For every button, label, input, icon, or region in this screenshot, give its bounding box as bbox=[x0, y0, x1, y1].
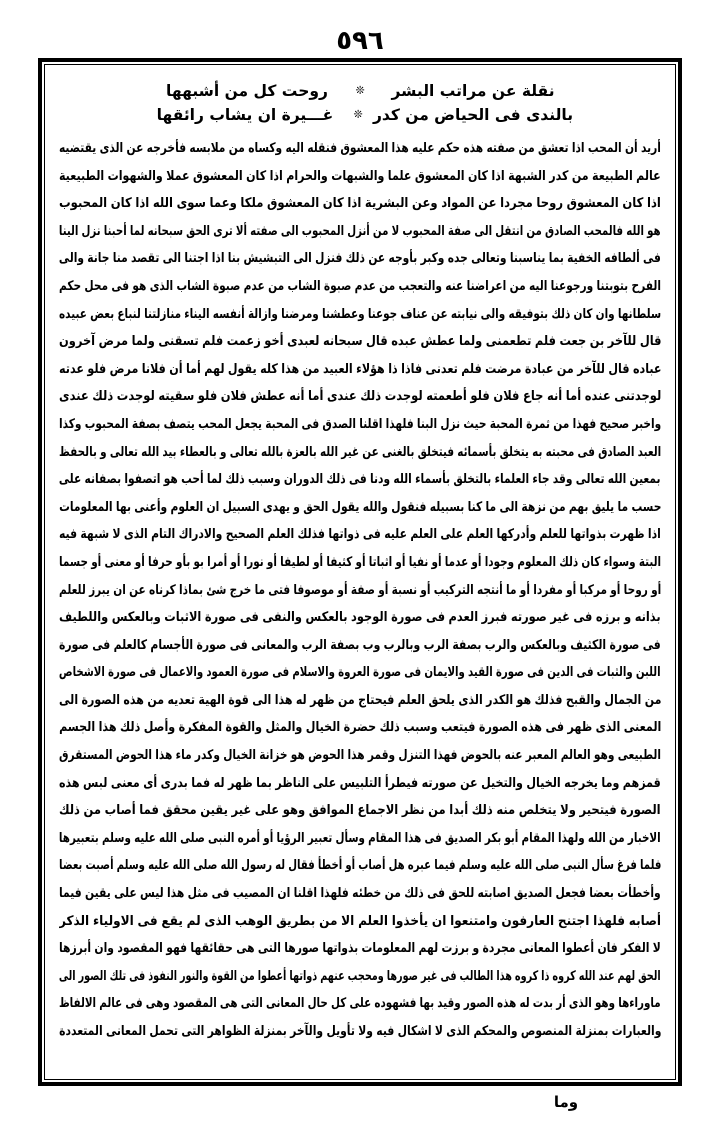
body-line-text: المعنى الذى ظهر فى هذه الصورة فيتعب وسبب ذلك حضرة الخيال والمثل والقوة المفكرة وأصل ذلك هذا الجسم bbox=[59, 720, 661, 736]
body-line bbox=[59, 659, 661, 687]
body-line bbox=[59, 135, 661, 163]
body-line bbox=[59, 852, 661, 880]
page-content bbox=[50, 70, 670, 1074]
body-line-text: حسب ما يليق بهم من نزهة الى ما كنا بسبيله فنقول والله يقول الحق و يهدى السبيل ان العلوم وأعنى بها المعلومات bbox=[59, 499, 661, 515]
body-line-text: عالم الطبيعة من كدر الشبهة اذا كان المعشوق علما والشبهات والحرام اذا كان المعشوق عملا والشهوات الطبيعية bbox=[59, 168, 661, 184]
body-line-text: وأخطأت بعضا فجعل الصديق اصابته للحق فى ذلك من خطئه فلهذا اقلنا ان المصيب فى مثل هذا ليس على يقين فيما bbox=[59, 886, 661, 902]
body-line bbox=[59, 742, 661, 770]
body-line-text: الصورة فيتحير ولا يتخلص منه ذلك أبدا من نظر الاجماع الموافق وهو على غير يقين محقق فما أصاب من ذلك bbox=[59, 803, 661, 819]
body-line-text: عباده قال للآخر من عبادة مرضت فلم تعدنى فاذا ذا هؤلاء العبيد من هذا كله يقول لهم أما أن فلانا مرض فلو عدته bbox=[59, 361, 661, 377]
verse-right-hemistich: روحت كل من أشبهها bbox=[166, 82, 328, 100]
body-line bbox=[59, 797, 661, 825]
body-line-text: الاخبار من الله ولهذا المقام أبو بكر الصديق فى هذا المقام وسأل تعبير الرؤيا أو أمره النبى صلى الله عليه وسلم بتعبيرها bbox=[59, 830, 661, 846]
body-line-text: سلطانها وان كان ذلك بتوفيقه والى نيابته عن عناف جوعنا وعطشنا ومرضنا وازالة أنفسه اليناء منازلتنا لنباع بعض عبيده bbox=[59, 306, 661, 322]
verse-separator-icon: ❊ bbox=[355, 84, 365, 97]
body-line-text: اذا ظهرت بذواتها للعلم وأدركها العلم على العلم عليه فى ذواتها فذلك العلم الصحيح والادراك التام الذى لا شبهة فيه bbox=[59, 527, 661, 543]
body-line-text: فى ألطافه الخفية بما يناسبنا وتعالى جده وكبر بأوجه عن ذلك فنزل الى التبشيش بنا اذا اجتنا الى تقصد منا جانة والى bbox=[59, 251, 661, 267]
body-line-text: والعبارات بمنزلة المنصوص والمحكم الذى لا اشكال فيه ولا تأويل والآخر بمنزلة الظواهر التى تحمل المعانى المتعددة bbox=[59, 1024, 661, 1039]
body-line bbox=[59, 963, 661, 991]
body-line-text: ماوراءها وهو الذى أر بدت له هذه الصور وقيد بها فشهوده على كل حال المعانى التى هى المقصود وهى فى عالم الالفاظ bbox=[59, 996, 661, 1012]
body-line bbox=[59, 1018, 661, 1046]
verse-line bbox=[59, 80, 661, 104]
header-verses bbox=[59, 80, 661, 128]
body-line bbox=[59, 521, 661, 549]
body-line bbox=[59, 383, 661, 411]
body-line-text: لا الفكر فان أعطوا المعانى مجردة و برزت لهم المعلومات بذواتها صورها التى هى حقائقها فهو المقصود وان أبرزها bbox=[59, 941, 661, 957]
body-line bbox=[59, 880, 661, 908]
body-line-text: قال للآخر بن جعت فلم تطعمنى ولما عطش عبده قال سبحانه لعبدى أخو زعمت فلم تسقنى ولما مرض آخرون bbox=[59, 334, 661, 350]
verse-left-hemistich: نقلة عن مراتب البشر bbox=[391, 82, 555, 100]
body-line bbox=[59, 935, 661, 963]
body-line-text: الطبيعى وهو العالم المعبر عنه بالحوض فهذا التنزل وقمر هذا الحوض هو خزانة الخيال وكدر ماء هذا الحوض المستقرق bbox=[59, 748, 661, 764]
body-line-text: أو روحا أو مركبا أو مفردا أو ما أنتجه التركيب أو نسبة أو صفة أو موصوفا فتى ما خرج شئ بماذا كرناه عن ان يبرز للعلم bbox=[59, 582, 661, 598]
body-line bbox=[59, 714, 661, 742]
body-line bbox=[59, 411, 661, 439]
body-line bbox=[59, 990, 661, 1018]
body-line-text: البتة وسواء كان ذلك المعلوم وجودا أو عدما أو نفيا أو اثباتا أو كثيفا أو لطيفا أو نورا أو أمرا بو بأو حرفا أو معنى أو جسما bbox=[59, 554, 661, 570]
body-text bbox=[59, 135, 661, 1046]
catchword bbox=[0, 1092, 720, 1111]
body-line-text: فلما فرغ سأل النبى صلى الله عليه وسلم فيما عبره هل أصاب أو أخطأ فقال له رسول الله صلى الله عليه وسلم أصبت بعضا bbox=[59, 858, 661, 874]
body-line bbox=[59, 549, 661, 577]
body-line bbox=[59, 356, 661, 384]
body-line bbox=[59, 190, 661, 218]
body-line bbox=[59, 908, 661, 936]
body-line bbox=[59, 577, 661, 605]
body-line-text: العبد الصادق فى محبته به يتخلق بأسمائه فيتخلق بالغنى عن غير الله بالعزة بالله تعالى و بالعطاء بيد الله تعالى و بالحفظ bbox=[59, 444, 661, 460]
body-line bbox=[59, 439, 661, 467]
body-line-text: اذا كان المعشوق روحا مجردا عن المواد وعن البشرية اذا كان المعشوق ملكا وعما سوى الله اذا كان المحبوب bbox=[59, 196, 661, 212]
body-line bbox=[59, 163, 661, 191]
catchword-text: وما bbox=[553, 1093, 579, 1111]
body-line bbox=[59, 632, 661, 660]
body-line bbox=[59, 245, 661, 273]
body-line-text: الفرح بتوبتنا ورجوعنا اليه من اعراضنا عنه والتعجب من عدم صبوة الشاب من عدم صبوة الشاب الذى هو فى محل حكم bbox=[59, 278, 661, 294]
body-line-text: بذانه و برزه فى غير صورته فبرز العدم فى صورة الوجود بالعكس والنفى فى صورة الاثبات وبالعكس واللطيف bbox=[59, 610, 661, 626]
body-line bbox=[59, 328, 661, 356]
body-line-text: واخبر صحيح فهذا من ثمرة المحبة حيث نزل البنا فلهذا اقلنا الصدق فى المحبة يجعل المحب يتصف بصفة المحبوب وكذا bbox=[59, 416, 661, 432]
body-line bbox=[59, 218, 661, 246]
page-number: ٥٩٦ bbox=[336, 26, 384, 56]
body-line-text: فى صورة الكثيف وبالعكس والرب بصفة الرب وبالرب وب بصفة الرب والمعانى فى صورة الأجسام كالعلم فى صورة bbox=[59, 637, 661, 653]
verse-left-hemistich: بالندى فى الحياض من كدر bbox=[372, 106, 574, 124]
verse-right-hemistich: غـــيرة ان يشاب رائقها bbox=[156, 106, 334, 124]
verse-line bbox=[59, 104, 661, 128]
body-line-text: أريد أن المحب اذا تعشق من صفته هذه حكم عليه هذا المعشوق فنقله اليه وكساه من ملابسه فأخرجه عن الذى يقتضيه bbox=[59, 141, 661, 156]
body-line bbox=[59, 494, 661, 522]
body-line bbox=[59, 687, 661, 715]
body-line bbox=[59, 604, 661, 632]
body-line-text: بمعين الله تعالى وقد جاء العلماء بالتخلق بأسماء الله ودنا فى ذلك الدوران وسبب ذلك لما أحب هو اتصفوا بصفانه على bbox=[59, 472, 661, 488]
body-line bbox=[59, 273, 661, 301]
body-line-text: لوجدتنى عنده أما أنه جاع فلان فلو أطعمته لوجدت ذلك عندى أما أنه عطش فلان فلو سقيته لوجدت ذلك عندى bbox=[59, 389, 661, 405]
body-line-text: اللبن والثبات فى الدين فى صورة القيد والايمان فى صورة العروة والاسلام فى صورة العمود والاعمال فى صورة الاشخاص bbox=[59, 665, 661, 681]
body-line bbox=[59, 825, 661, 853]
body-line-text: قمزهم وما يخرجه الخيال والتخيل عن صورته فيطرأ التلبيس على الناظر بما ظهر له فما بدرى أى معنى لبس هذه bbox=[59, 775, 661, 791]
body-line-text: أصابه فلهذا اجتنح العارفون وامتنعوا ان يأخذوا العلم الا من بطريق الوهب الذى لم يقع فى الاولياء الذكر bbox=[59, 913, 661, 929]
body-line-text: الحق لهم عند الله كروه ذا كروه هذا الطالب فى غير صورها ومحجب عنهم ذواتها أعطوا من القوة والنور النفوذ فى تلك الصور الى bbox=[59, 968, 661, 984]
body-line-text: هو الله فالمحب الصادق من انتقل الى صفة المحبوب لا من أنزل المحبوب الى صفته ألا ترى الحق سبحانه لما أحبنا نزل الينا bbox=[59, 223, 661, 239]
body-line bbox=[59, 301, 661, 329]
body-line bbox=[59, 466, 661, 494]
body-line bbox=[59, 770, 661, 798]
verse-separator-icon: ❊ bbox=[353, 108, 363, 121]
body-line-text: من الجمال والقبح فذلك هو الكدر الذى يلحق العلم فيحتاج من ظهر له هذا الى قوة الهية تعديه من هذه الصورة الى bbox=[59, 692, 661, 708]
